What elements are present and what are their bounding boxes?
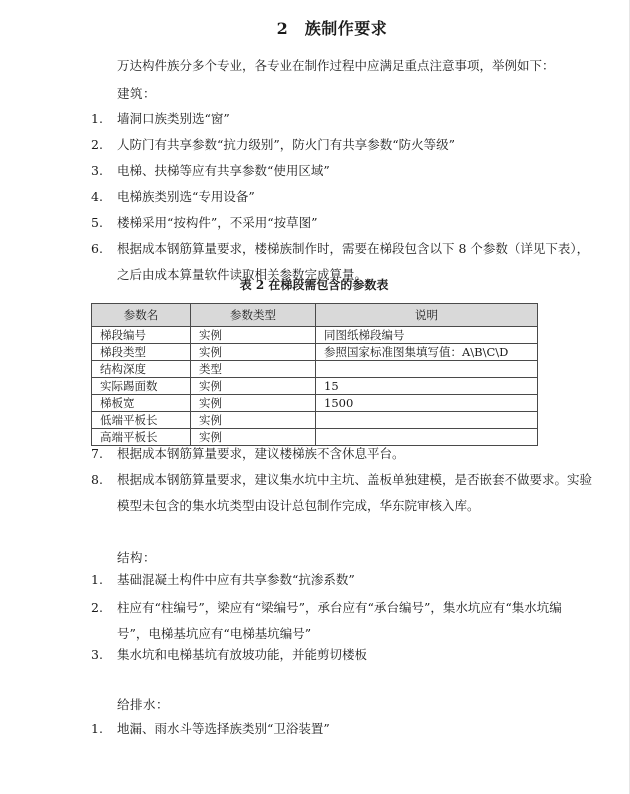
table-cell: 实际踢面数 (92, 378, 191, 395)
list-item (91, 567, 561, 593)
list-item (91, 467, 593, 519)
table-cell: 实例 (191, 327, 316, 344)
list-item-text: 之后由成本算量软件读取相关参数完成算量。 (117, 267, 368, 282)
list-item (91, 210, 561, 236)
list-item-text: 电梯族类别选“专用设备” (117, 189, 255, 204)
list-item-text: 集水坑和电梯基坑有放坡功能，并能剪切楼板 (117, 647, 368, 662)
column-header: 参数类型 (191, 304, 316, 327)
table-cell (316, 412, 538, 429)
table-cell: 15 (316, 378, 538, 395)
parameters-table (91, 303, 538, 446)
section-label-plumbing: 给排水： (117, 697, 170, 712)
table-cell: 同图纸梯段编号 (316, 327, 538, 344)
table-row (92, 327, 538, 344)
table-cell: 梯段编号 (92, 327, 191, 344)
table-row (92, 412, 538, 429)
column-header: 参数名 (92, 304, 191, 327)
column-header: 说明 (316, 304, 538, 327)
table-cell: 参照国家标准图集填写值：A\B\C\D (316, 344, 538, 361)
list-item (91, 132, 561, 158)
table-cell: 结构深度 (92, 361, 191, 378)
list-item-number: 8. (91, 472, 103, 487)
list-item-number: 1. (91, 721, 103, 736)
table-cell: 实例 (191, 395, 316, 412)
list-item-number: 2. (91, 600, 103, 615)
list-item-text: 根据成本钢筋算量要求，楼梯族制作时，需要在梯段包含以下 8 个参数（详见下表）， (117, 241, 590, 256)
list-item-number: 2. (91, 137, 103, 152)
list-item-text: 基础混凝土构件中应有共享参数“抗渗系数” (117, 572, 355, 587)
table-cell: 高端平板长 (92, 429, 191, 446)
list-item-number: 4. (91, 189, 103, 204)
section-label-building: 建筑： (117, 86, 157, 101)
list-item-number: 5. (91, 215, 103, 230)
table-row (92, 361, 538, 378)
list-item-number: 1. (91, 111, 103, 126)
table-cell (316, 361, 538, 378)
list-item-text: 地漏、雨水斗等选择族类别“卫浴装置” (117, 721, 330, 736)
list-item-number: 6. (91, 241, 103, 256)
list-item (91, 441, 561, 467)
list-item (91, 595, 561, 647)
table-cell: 实例 (191, 344, 316, 361)
list-item-number: 7. (91, 446, 103, 461)
table-cell: 低端平板长 (92, 412, 191, 429)
list-item-text: 柱应有“柱编号”，梁应有“梁编号”，承台应有“承台编号”，集水坑应有“集水坑编 (117, 600, 562, 615)
table-cell: 1500 (316, 395, 538, 412)
list-item-text: 根据成本钢筋算量要求，建议集水坑中主坑、盖板单独建模，是否嵌套不做要求。实验 (117, 472, 593, 487)
table-cell: 实例 (191, 378, 316, 395)
table-cell: 梯板宽 (92, 395, 191, 412)
table-caption: 表 2 在梯段需包含的参数表 (239, 278, 389, 292)
table-cell: 实例 (191, 412, 316, 429)
list-item-text: 人防门有共享参数“抗力级别”，防火门有共享参数“防火等级” (117, 137, 456, 152)
list-item-text: 电梯、扶梯等应有共享参数“使用区域” (117, 163, 330, 178)
list-item-number: 1. (91, 572, 103, 587)
list-item-number: 3. (91, 163, 103, 178)
list-item-text: 根据成本钢筋算量要求，建议楼梯族不含休息平台。 (117, 446, 405, 461)
table-cell: 类型 (191, 361, 316, 378)
list-item (91, 158, 561, 184)
list-item-text: 号”，电梯基坑应有“电梯基坑编号” (117, 626, 312, 641)
list-item (91, 184, 561, 210)
table-header-row (92, 304, 538, 327)
section-label-structure: 结构： (117, 550, 157, 565)
table-row (92, 378, 538, 395)
table-row (92, 395, 538, 412)
list-item-number: 3. (91, 647, 103, 662)
intro-paragraph: 万达构件族分多个专业，各专业在制作过程中应满足重点注意事项，举例如下： (117, 58, 555, 73)
document-title: 2 族制作要求 (276, 19, 388, 38)
list-item (91, 642, 561, 668)
list-item-text: 楼梯采用“按构件”，不采用“按草图” (117, 215, 318, 230)
list-item (91, 106, 561, 132)
table-cell: 梯段类型 (92, 344, 191, 361)
table-row (92, 344, 538, 361)
list-item (91, 716, 561, 742)
list-item-text: 模型未包含的集水坑类型由设计总包制作完成，华东院审核入库。 (117, 498, 480, 513)
table-cell: 实例 (191, 429, 316, 446)
list-item-text: 墙洞口族类别选“窗” (117, 111, 230, 126)
